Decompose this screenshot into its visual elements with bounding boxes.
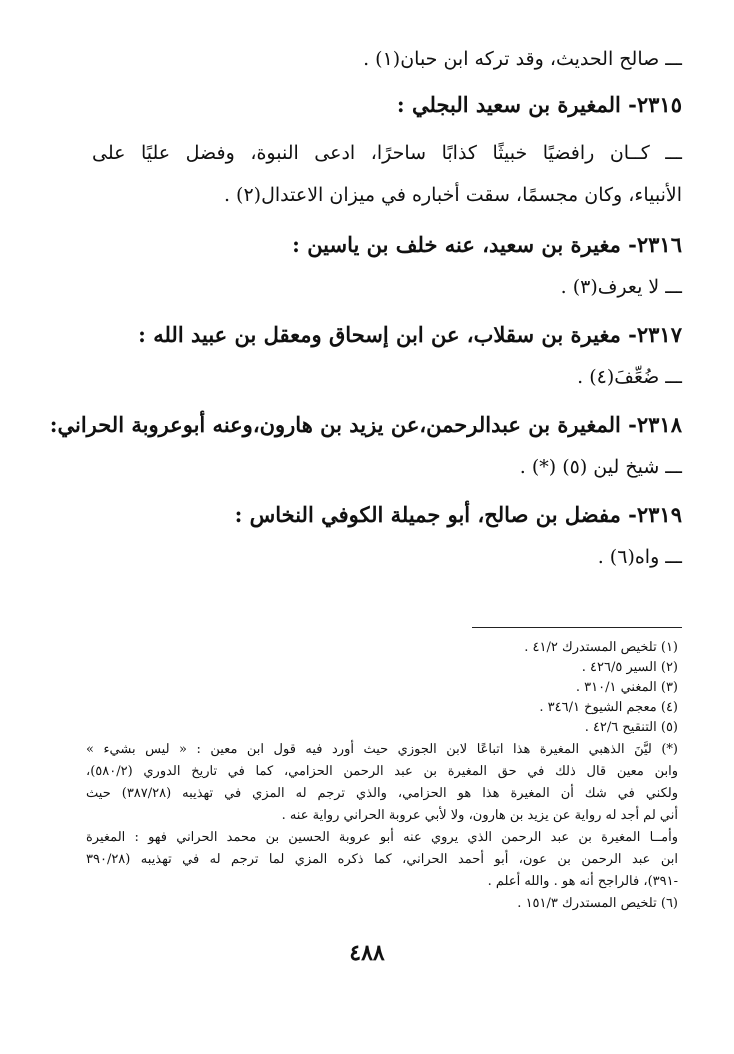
page-number: ٤٨٨ xyxy=(349,940,385,966)
entry-2318-heading: ٢٣١٨- المغيرة بن عبدالرحمن،عن يزيد بن هارون،وعنه أبوعروبة الحراني: xyxy=(49,412,682,437)
footnote-3: (٣) المغني ٣١٠/١ . xyxy=(575,680,678,695)
entry-2315-text-line1: ـــ كــان رافضيًا خبيثًا كذابًا ساحرًا، ادعى النبوة، وفضل عليًا على xyxy=(92,142,682,164)
footnote-star-line1: (*) ليَّنَ الذهبي المغيرة هذا اتباعًا لابن الجوزي حيث أورد فيه قول ابن معين : « ليس بشيء » xyxy=(86,742,678,757)
footnote-4: (٤) معجم الشيوخ ٣٤٦/١ . xyxy=(539,700,678,715)
entry-2315-text-line2: الأنبياء، وكان مجسمًا، سقت أخباره في ميزان الاعتدال(٢) . xyxy=(223,184,682,206)
footnote-star-line6: ابن عبد الرحمن بن عون، أبو أحمد الحراني، كما ذكره المزي لما ترجم له في تهذيبه (٣٩٠/٢٨ xyxy=(86,852,678,867)
footnote-star-line3: ولكني في شك أن المغيرة هذا هو الحزامي، والذي ترجم له المزي في تهذيبه (٣٨٧/٢٨) حيث xyxy=(86,786,678,801)
entry-2315-heading: ٢٣١٥- المغيرة بن سعيد البجلي : xyxy=(396,92,682,117)
footnote-separator xyxy=(472,627,682,628)
footnote-star-line5: وأمــا المغيرة بن عبد الرحمن الذي يروي عنه أبو عروبة الحسين بن محمد الحراني فهو : المغيرة xyxy=(86,830,678,845)
entry-2319-heading: ٢٣١٩- مفضل بن صالح، أبو جميلة الكوفي النخاس : xyxy=(234,502,682,527)
entry-2317-heading: ٢٣١٧- مغيرة بن سقلاب، عن ابن إسحاق ومعقل بن عبيد الله : xyxy=(138,322,682,347)
entry-2318-grading: ـــ شيخ لين (٥) (*) . xyxy=(519,456,682,478)
footnote-star-line4: أني لم أجد له رواية عن يزيد بن هارون، ولا لأبي عروبة الحراني رواية عنه . xyxy=(281,808,678,823)
entry-2314-grading: ـــ صالح الحديث، وقد تركه ابن حبان(١) . xyxy=(363,48,682,70)
entry-2316-heading: ٢٣١٦- مغيرة بن سعيد، عنه خلف بن ياسين : xyxy=(292,232,682,257)
entry-2317-grading: ـــ ضُعِّفَ(٤) . xyxy=(577,366,682,388)
footnote-star-line7: -٣٩١)، فالراجح أنه هو . والله أعلم . xyxy=(487,874,678,889)
footnote-5: (٥) التنقيح ٤٢/٦ . xyxy=(584,720,678,735)
entry-2319-grading: ـــ واه(٦) . xyxy=(597,546,682,568)
footnote-1: (١) تلخيص المستدرك ٤١/٢ . xyxy=(524,640,678,655)
footnote-star-line2: وابن معين قال ذلك في حق المغيرة بن عبد الرحمن الحزامي، كما في تاريخ الدوري (٥٨٠/٢)، xyxy=(86,764,678,779)
entry-2316-grading: ـــ لا يعرف(٣) . xyxy=(560,276,682,298)
footnote-6: (٦) تلخيص المستدرك ١٥١/٣ . xyxy=(517,896,678,911)
footnote-2: (٢) السير ٤٢٦/٥ . xyxy=(581,660,678,675)
